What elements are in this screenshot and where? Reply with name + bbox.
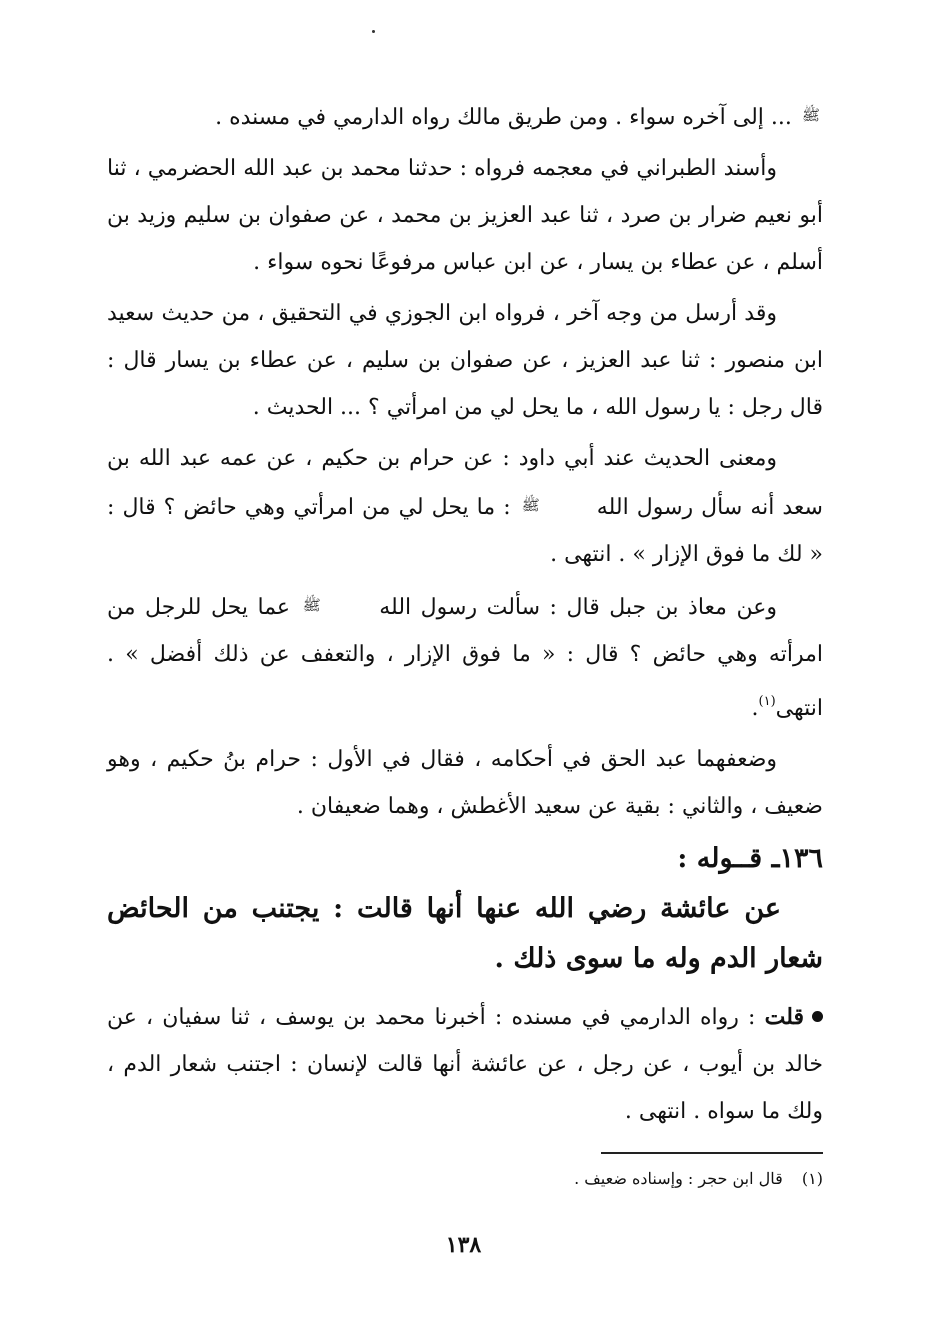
- paragraph-1: [107, 92, 823, 141]
- quoted-text: عن عائشة رضي الله عنها أنها قالت : يجتنب من الحائض شعار الدم وله ما سوى ذلك .: [107, 893, 823, 974]
- paragraph-4: [107, 435, 823, 578]
- footnote-number: (١): [801, 1169, 823, 1188]
- salawat-glyph: ﷺ: [302, 596, 321, 614]
- paragraph-5-after: عما يحل للرجل من امرأته وهي حائض ؟ قال : « ما فوق الإزار ، والتعفف عن ذلك أفضل » . انتهى: [107, 595, 823, 721]
- paragraph-1-text: ... إلى آخره سواء . ومن طريق مالك رواه الدارمي في مسنده .: [215, 105, 792, 130]
- paragraph-7: [107, 994, 823, 1135]
- paragraph-2: وأسند الطبراني في معجمه فرواه : حدثنا محمد بن عبد الله الحضرمي ، ثنا أبو نعيم ضرار بن صرد ، ثنا عبد العزيز بن محمد ، عن صفوان بن سليم وزيد بن أسلم ، عن عطاء بن يسار ، عن ابن عباس مرفوعًا نحوه سواء .: [107, 156, 823, 275]
- page-number: ١٣٨: [445, 1232, 482, 1258]
- footnote-text: قال ابن حجر : وإسناده ضعيف .: [574, 1169, 783, 1188]
- salawat-glyph: ﷺ: [801, 106, 820, 124]
- paragraph-4-after: : ما يحل لي من امرأتي وهي حائض ؟ قال : « لك ما فوق الإزار » . انتهى .: [107, 495, 823, 567]
- paragraph-3: وقد أرسل من وجه آخر ، فرواه ابن الجوزي في التحقيق ، من حديث سعيد ابن منصور : ثنا عبد العزيز ، عن صفوان بن سليم ، عن عطاء بن يسار قال : قال رجل : يا رسول الله ، ما يحل لي من امرأتي ؟ ... الحديث .: [107, 301, 823, 420]
- footnote: [107, 1166, 823, 1192]
- print-speck: [372, 30, 375, 33]
- bullet-icon: [812, 1011, 823, 1022]
- paragraph-6: وضعفهما عبد الحق في أحكامه ، فقال في الأول : حرام بنُ حكيم ، وهو ضعيف ، والثاني : بقية عن سعيد الأغطش ، وهما ضعيفان .: [107, 747, 823, 819]
- footnote-reference[interactable]: (١): [758, 694, 776, 709]
- paragraph-5: [107, 582, 823, 732]
- paragraph-4-before: ومعنى الحديث عند أبي داود : عن حرام بن حكيم ، عن عمه عبد الله بن سعد أنه سأل رسول الله: [107, 446, 823, 520]
- paragraph-7-lead: قلت: [764, 1004, 805, 1030]
- paragraph-5-end: .: [751, 696, 759, 721]
- paragraph-7-text: : رواه الدارمي في مسنده : أخبرنا محمد بن يوسف ، ثنا سفيان ، عن خالد بن أيوب ، عن رجل ، عن عائشة أنها قالت لإنسان : اجتنب شعار الدم ، ولك ما سواه . انتهى .: [107, 1005, 823, 1124]
- paragraph-5-before: وعن معاذ بن جبل قال : سألت رسول الله: [379, 595, 777, 620]
- footnote-divider: [601, 1152, 823, 1154]
- salawat-glyph: ﷺ: [521, 496, 540, 514]
- main-text: [107, 92, 823, 1139]
- section-heading: ١٣٦ـ قــوله :: [677, 843, 823, 874]
